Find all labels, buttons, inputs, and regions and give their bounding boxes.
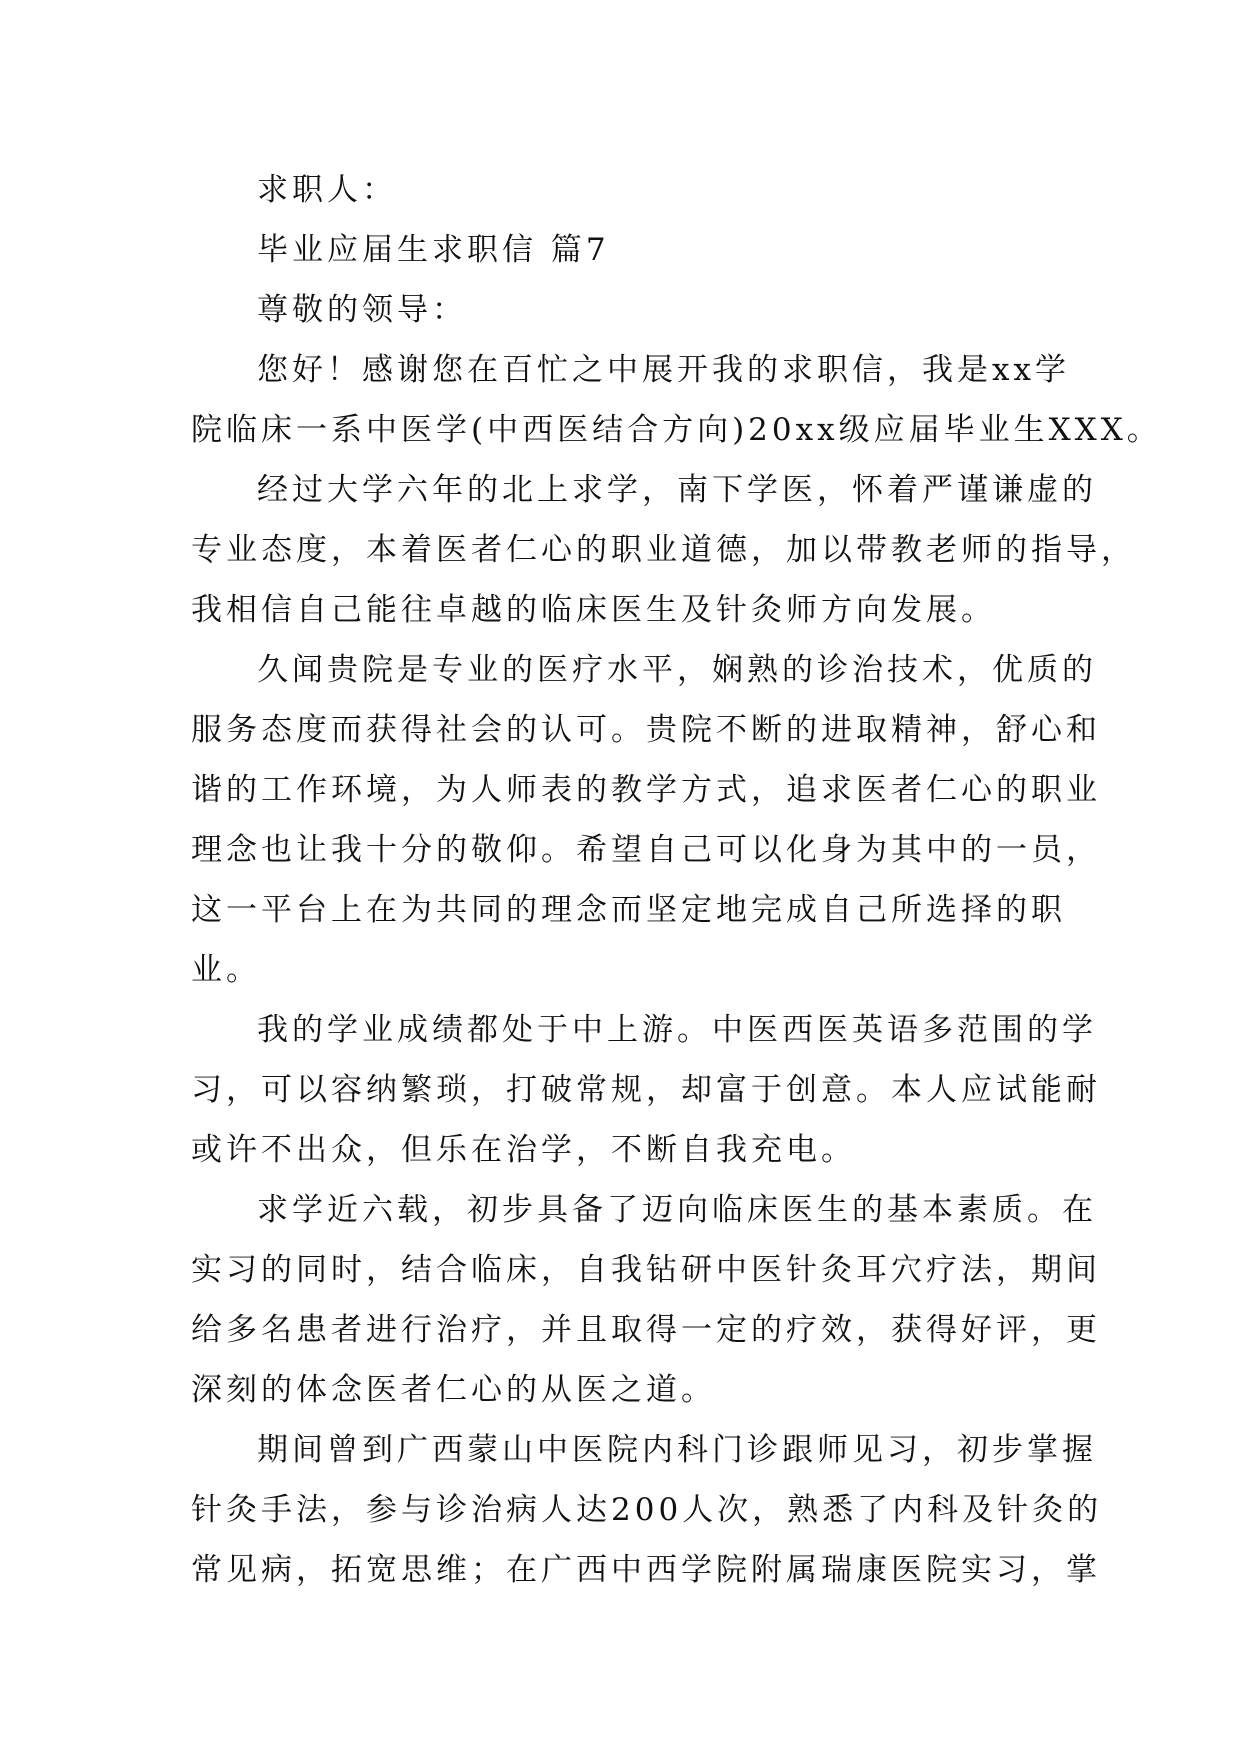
- paragraph-line: 常见病，拓宽思维；在广西中西学院附属瑞康医院实习，掌: [191, 1552, 1101, 1588]
- paragraph-line: 深刻的体念医者仁心的从医之道。: [191, 1372, 716, 1408]
- paragraph-line: 谐的工作环境，为人师表的教学方式，追求医者仁心的职业: [191, 772, 1101, 808]
- letter-title: 毕业应届生求职信 篇7: [257, 232, 610, 268]
- paragraph-line: 求学近六载，初步具备了迈向临床医生的基本素质。在: [257, 1192, 1097, 1228]
- paragraph-line: 或许不出众，但乐在治学，不断自我充电。: [191, 1132, 856, 1168]
- paragraph-line: 实习的同时，结合临床，自我钻研中医针灸耳穴疗法，期间: [191, 1252, 1101, 1288]
- paragraph-line: 给多名患者进行治疗，并且取得一定的疗效，获得好评，更: [191, 1312, 1101, 1348]
- paragraph-line: 期间曾到广西蒙山中医院内科门诊跟师见习，初步掌握: [257, 1432, 1097, 1468]
- paragraph-line: 我的学业成绩都处于中上游。中医西医英语多范围的学: [257, 1012, 1097, 1048]
- paragraph-line: 服务态度而获得社会的认可。贵院不断的进取精神，舒心和: [191, 712, 1101, 748]
- paragraph-line: 这一平台上在为共同的理念而坚定地完成自己所选择的职: [191, 892, 1066, 928]
- paragraph-line: 久闻贵院是专业的医疗水平，娴熟的诊治技术，优质的: [257, 652, 1097, 688]
- paragraph-line: 业。: [191, 952, 261, 988]
- paragraph-line: 经过大学六年的北上求学，南下学医，怀着严谨谦虚的: [257, 472, 1097, 508]
- letter-body: [191, 160, 1162, 1600]
- paragraph-line: 理念也让我十分的敬仰。希望自己可以化身为其中的一员，: [191, 832, 1101, 868]
- paragraph-line: 我相信自己能往卓越的临床医生及针灸师方向发展。: [191, 592, 996, 628]
- paragraph-line: 您好！感谢您在百忙之中展开我的求职信，我是xx学: [257, 352, 1070, 388]
- paragraph-line: 院临床一系中医学(中西医结合方向)20xx级应届毕业生XXX。: [191, 412, 1162, 448]
- paragraph-line: 针灸手法，参与诊治病人达200人次，熟悉了内科及针灸的: [191, 1492, 1103, 1528]
- salutation: 尊敬的领导：: [257, 292, 467, 328]
- paragraph-line: 习，可以容纳繁琐，打破常规，却富于创意。本人应试能耐: [191, 1072, 1101, 1108]
- paragraph-line: 专业态度，本着医者仁心的职业道德，加以带教老师的指导，: [191, 532, 1136, 568]
- applicant-line: 求职人：: [257, 172, 397, 208]
